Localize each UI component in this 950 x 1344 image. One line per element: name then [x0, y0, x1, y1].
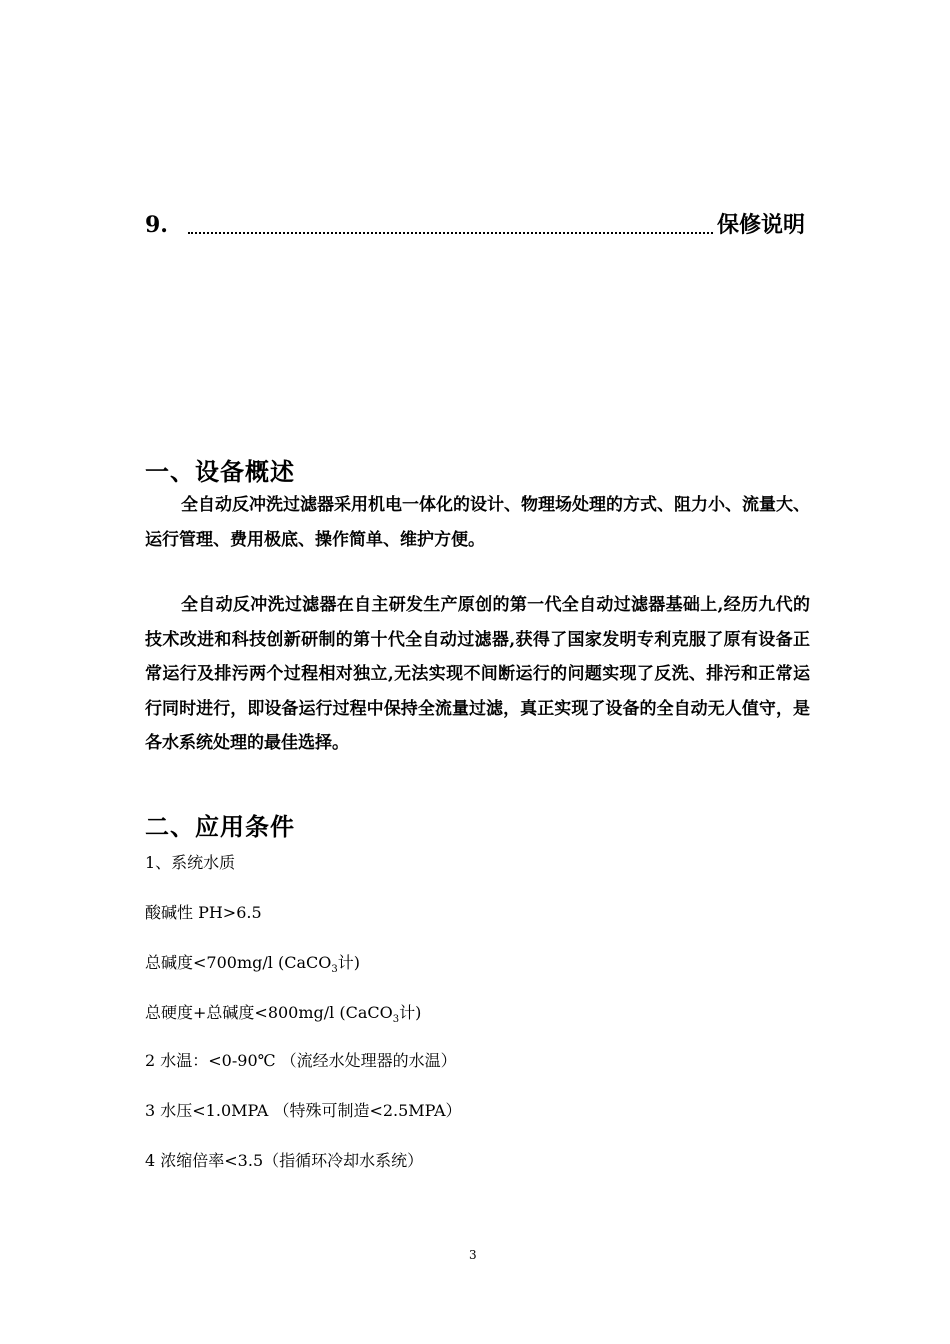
condition-suffix: 计): [337, 953, 360, 972]
condition-text: 总硬度+总碱度<800mg/l (CaCO: [145, 1003, 393, 1022]
condition-suffix: 计): [399, 1003, 422, 1022]
condition-item: 1、系统水质: [145, 853, 236, 872]
condition-text: 总碱度<700mg/l (CaCO: [145, 953, 332, 972]
section-heading-overview: 一、设备概述: [145, 457, 295, 486]
overview-paragraph-1: 全自动反冲洗过滤器采用机电一体化的设计、物理场处理的方式、阻力小、流量大、运行管理、费用极底、操作简单、维护方便。: [145, 495, 810, 550]
toc-entry[interactable]: [145, 208, 805, 242]
toc-number: 9.: [145, 212, 168, 238]
condition-item: [145, 1000, 421, 1025]
condition-item: 4 浓缩倍率<3.5（指循环冷却水系统）: [145, 1151, 424, 1170]
toc-leader-dots: [188, 232, 713, 234]
subscript: 3: [331, 964, 338, 976]
page-number: 3: [469, 1248, 477, 1262]
section-heading-conditions: 二、应用条件: [145, 812, 295, 841]
subscript: 3: [392, 1014, 400, 1026]
toc-title: 保修说明: [716, 212, 805, 238]
overview-paragraph-2: 全自动反冲洗过滤器在自主研发生产原创的第一代全自动过滤器基础上,经历九代的技术改进和科技创新研制的第十代全自动过滤器,获得了国家发明专利克服了原有设备正常运行及排污两个过程相对独立,无法实现不间断运行的问题实现了反洗、排污和正常运行同时进行，即设备运行过程中保持全流量过滤，真正实现了设备的全自动无人值守，是各水系统处理的最佳选择。: [145, 595, 810, 753]
condition-item: 3 水压<1.0MPA （特殊可制造<2.5MPA）: [145, 1101, 462, 1120]
condition-item: 酸碱性 PH>6.5: [145, 903, 262, 922]
condition-item: [145, 950, 360, 975]
condition-item: 2 水温：<0-90℃ （流经水处理器的水温）: [145, 1051, 457, 1070]
